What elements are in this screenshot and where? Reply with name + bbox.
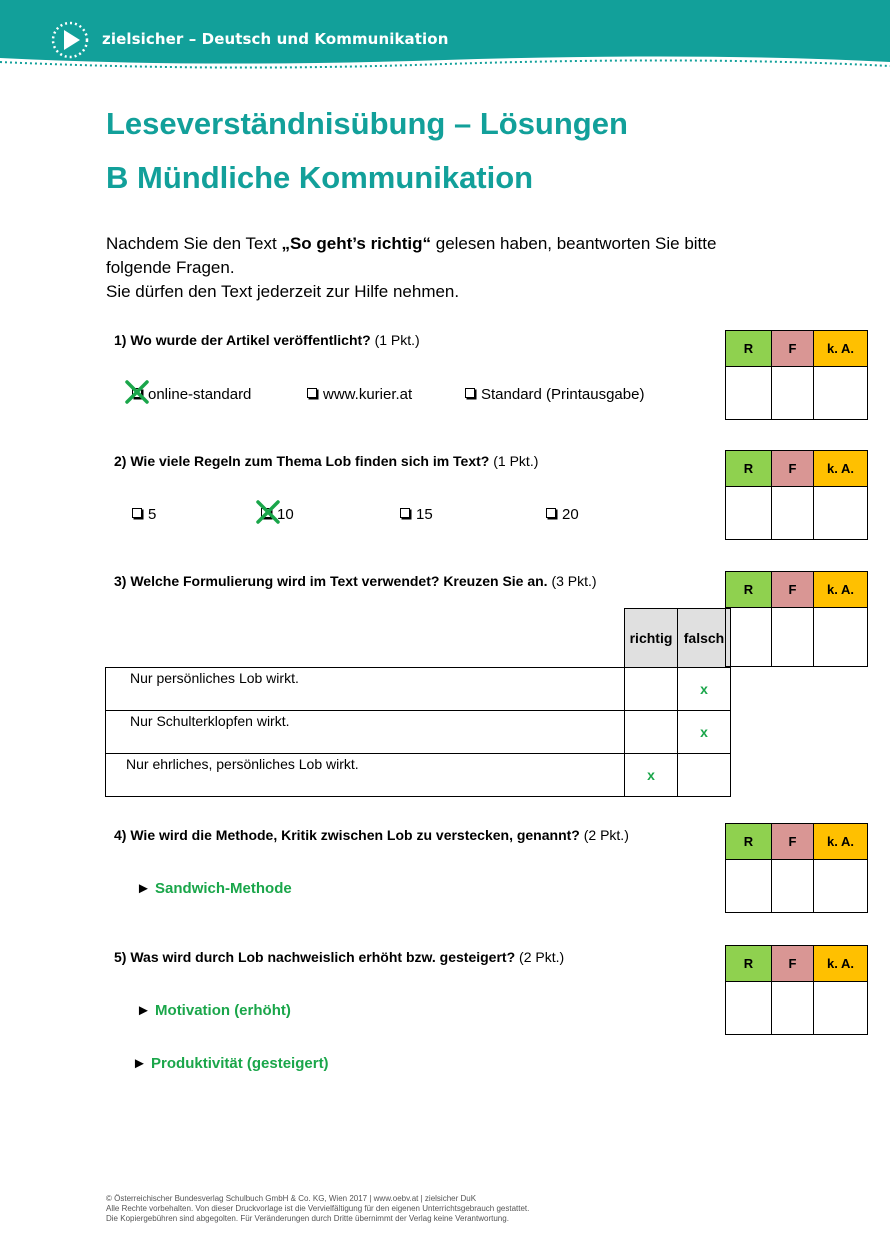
q1-option-2[interactable]: www.kurier.at xyxy=(307,386,412,403)
rating-table-3: R F k. A. xyxy=(725,571,868,667)
q2-option-4[interactable]: 20 xyxy=(546,506,579,523)
q2-option-1[interactable]: 5 xyxy=(132,506,156,523)
rating-table-4: R F k. A. xyxy=(725,823,868,913)
question-3: 3) Welche Formulierung wird im Text verwendet? Kreuzen Sie an. (3 Pkt.) xyxy=(114,573,597,589)
q2-option-2[interactable]: 10 xyxy=(261,506,294,523)
table-row: Nur ehrliches, persönliches Lob wirkt. x xyxy=(106,754,731,797)
question-4: 4) Wie wird die Methode, Kritik zwischen Lob zu verstecken, genannt? (2 Pkt.) xyxy=(114,827,629,843)
arrow-icon: ► xyxy=(136,880,151,897)
answer-4: ► Sandwich-Methode xyxy=(136,880,292,897)
q3-answer-table xyxy=(105,608,731,797)
rating-table-5: R F k. A. xyxy=(725,945,868,1035)
q2-option-3[interactable]: 15 xyxy=(400,506,433,523)
answer-5-1: ► Motivation (erhöht) xyxy=(136,1002,291,1019)
footer: © Österreichischer Bundesverlag Schulbuch GmbH & Co. KG, Wien 2017 | www.oebv.at | zielsicher DuK Alle Rechte vorbehalten. Von dieser Druckvorlage ist die Vervielfältigung für den eigenen Unterrichtsgebrauch gestattet. Die Kopiergebühren sind abgegolten. Für Veränderungen durch Dritte übernimmt der Verlag keine Verantwortung. xyxy=(106,1194,530,1223)
question-1: 1) Wo wurde der Artikel veröffentlicht? (1 Pkt.) xyxy=(114,332,420,348)
table-row: Nur persönliches Lob wirkt. x xyxy=(106,668,731,711)
question-2: 2) Wie viele Regeln zum Thema Lob finden sich im Text? (1 Pkt.) xyxy=(114,453,539,469)
intro-text: Nachdem Sie den Text „So geht’s richtig“ gelesen haben, beantworten Sie bitte folgende Fragen. Sie dürfen den Text jederzeit zur Hilfe nehmen. xyxy=(106,234,717,301)
q1-option-3[interactable]: Standard (Printausgabe) xyxy=(465,386,644,403)
page-title: Leseverständnisübung – Lösungen xyxy=(106,106,628,141)
col-richtig: richtig xyxy=(625,609,678,668)
table-row: Nur Schulterklopfen wirkt. x xyxy=(106,711,731,754)
answer-5-2: ► Produktivität (gesteigert) xyxy=(132,1055,329,1072)
arrow-icon: ► xyxy=(136,1002,151,1019)
arrow-icon: ► xyxy=(132,1055,147,1072)
check-cross-icon xyxy=(123,378,151,406)
col-falsch: falsch xyxy=(678,609,731,668)
brand-text: zielsicher – Deutsch und Kommunikation xyxy=(102,30,449,48)
rating-table-2: R F k. A. xyxy=(725,450,868,540)
question-5: 5) Was wird durch Lob nachweislich erhöht bzw. gesteigert? (2 Pkt.) xyxy=(114,949,565,965)
rating-table-1: R F k. A. xyxy=(725,330,868,420)
page-subtitle: B Mündliche Kommunikation xyxy=(106,160,534,195)
check-cross-icon xyxy=(254,498,282,526)
q1-option-1[interactable]: online-standard xyxy=(132,386,251,403)
